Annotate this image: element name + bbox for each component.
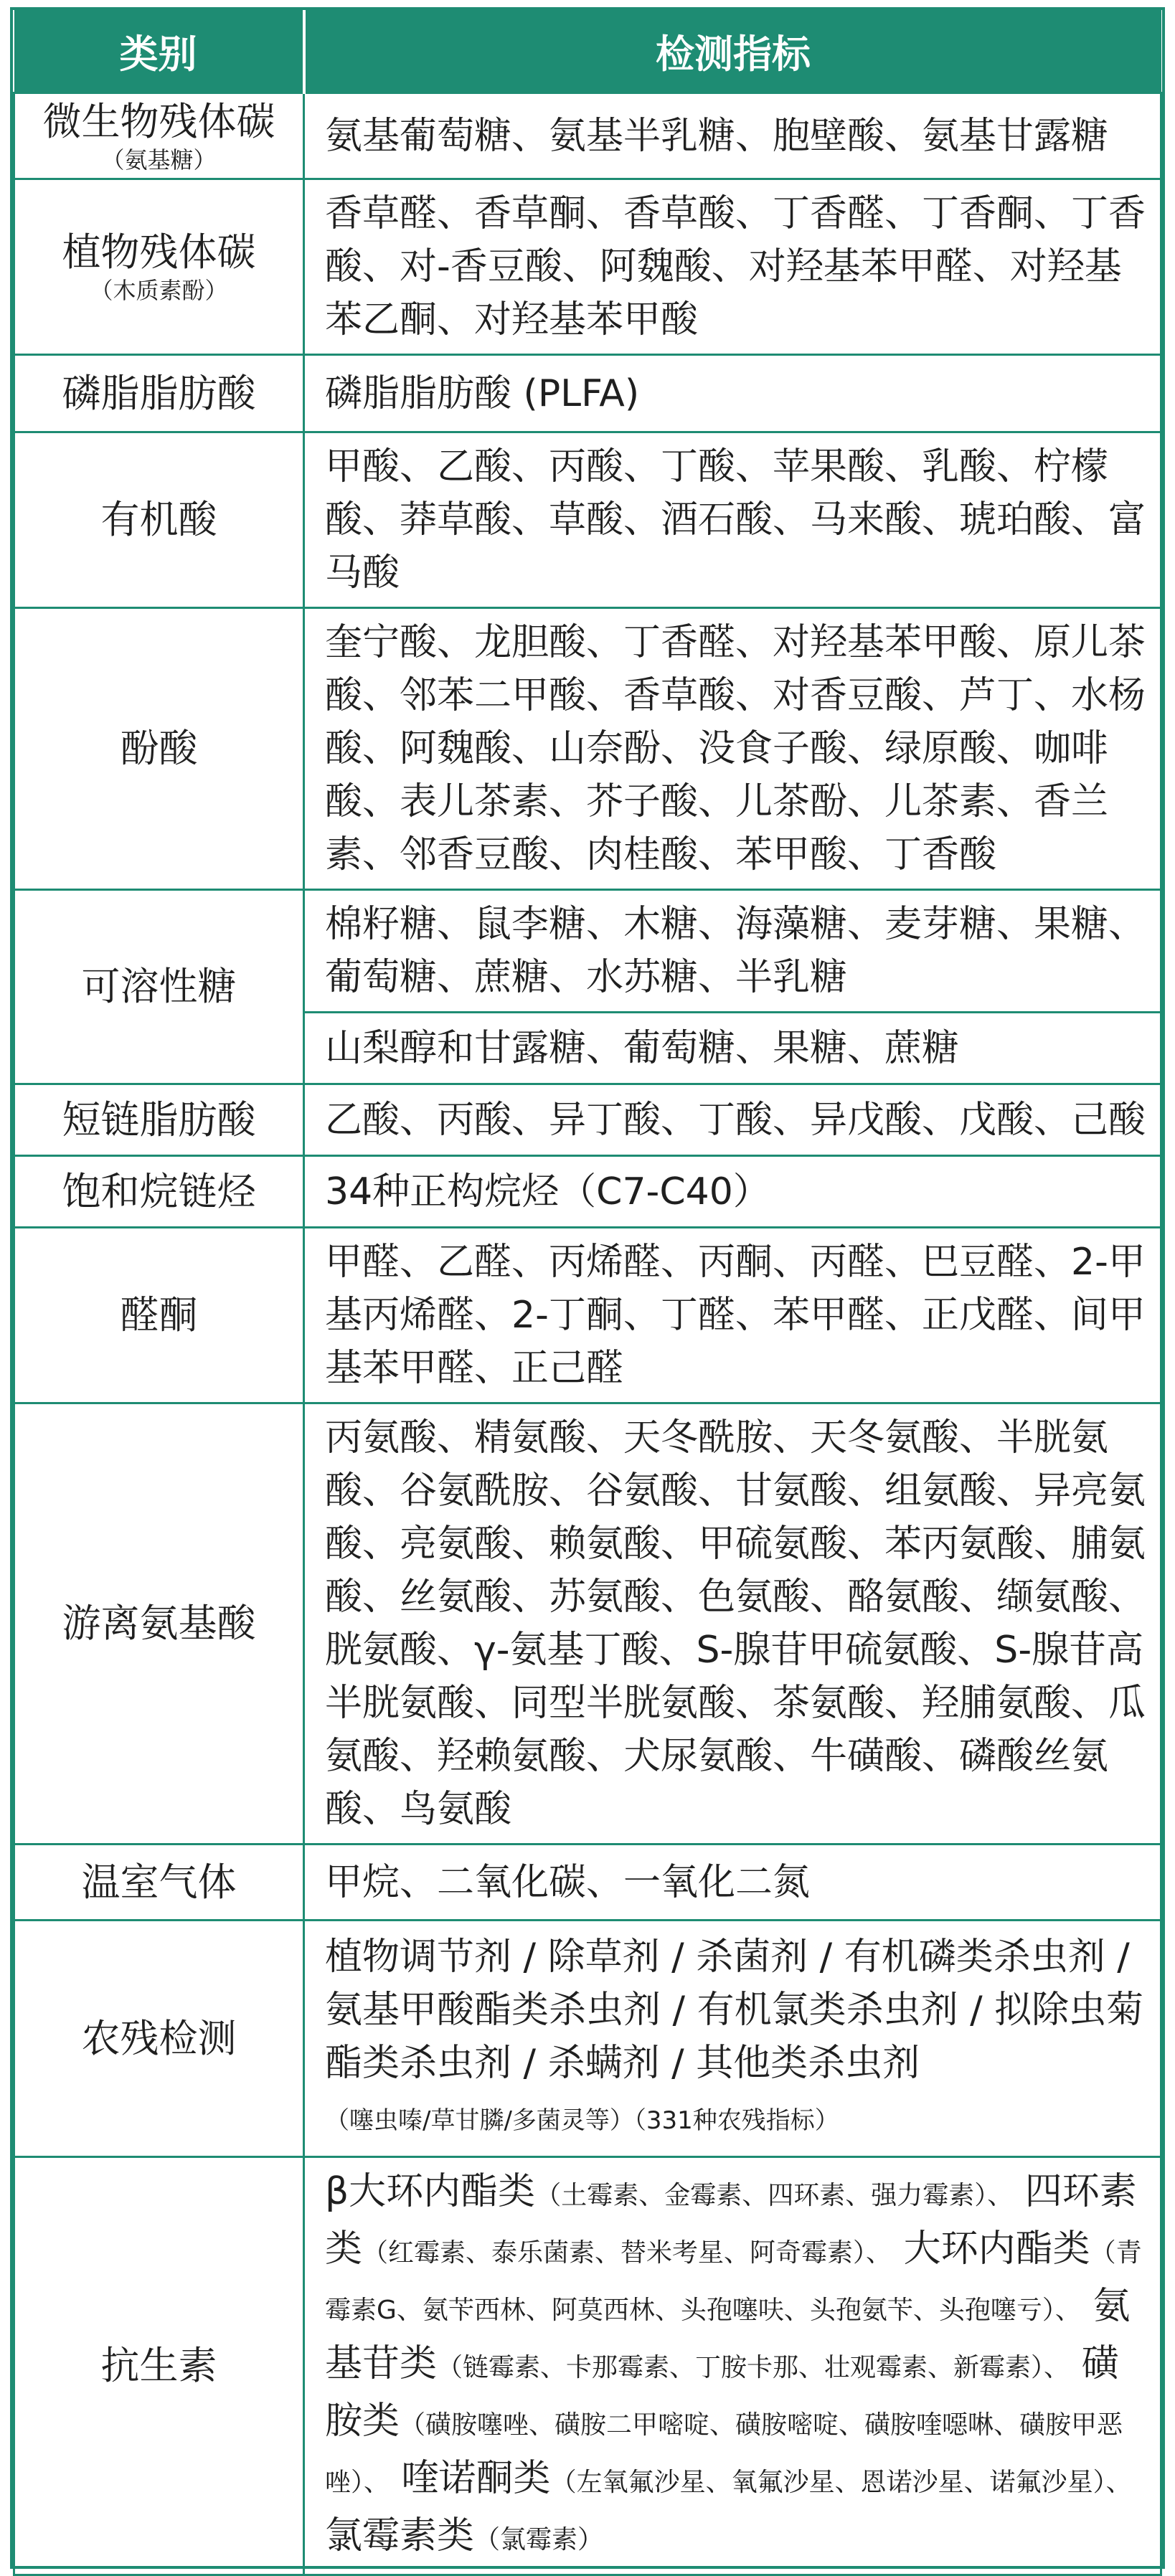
antibiotic-group: β大环内酯类 — [325, 2170, 536, 2213]
pesticide-note: （噻虫嗪/草甘膦/多菌灵等）（331种农残指标） — [325, 2106, 839, 2135]
indicator-cell: 氨基葡萄糖、氨基半乳糖、胞壁酸、氨基甘露糖 — [304, 93, 1161, 179]
category-cell: 游离氨基酸 — [14, 1403, 304, 1845]
category-cell: 温室气体 — [14, 1845, 304, 1921]
category-sublabel: （木质素酚） — [90, 277, 228, 304]
category-label: 微生物残体碳 — [42, 98, 275, 144]
category-cell: 酚酸 — [14, 608, 304, 890]
antibiotic-detail: （链霉素、卡那霉素、丁胺卡那、壮观霉素、新霉素）、 — [437, 2353, 1070, 2382]
table-row — [14, 1921, 1161, 2157]
table-row — [14, 1845, 1161, 1921]
category-cell: 抗生素 — [14, 2157, 304, 2575]
indicator-cell: 乙酸、丙酸、异丁酸、丁酸、异戊酸、戊酸、己酸 — [304, 1084, 1161, 1156]
table-row — [14, 1228, 1161, 1403]
indicator-cell: 山梨醇和甘露糖、葡萄糖、果糖、蔗糖 — [304, 1013, 1161, 1084]
antibiotic-group: 氯霉素类 — [325, 2514, 475, 2557]
antibiotic-group: 磺胺类 — [325, 2342, 1119, 2443]
category-cell: 可溶性糖 — [14, 890, 304, 1084]
table-row — [14, 2157, 1161, 2575]
header-category: 类别 — [14, 10, 304, 93]
antibiotic-group: 喹诺酮类 — [401, 2457, 551, 2500]
table-row — [14, 1403, 1161, 1845]
table-header-row — [14, 10, 1161, 93]
indicator-cell: 甲酸、乙酸、丙酸、丁酸、苹果酸、乳酸、柠檬酸、莽草酸、草酸、酒石酸、马来酸、琥珀酸、富马酸 — [304, 432, 1161, 608]
table-row — [14, 1156, 1161, 1228]
indicator-table-frame — [10, 7, 1165, 2569]
table-row — [14, 355, 1161, 432]
indicator-cell — [304, 1921, 1161, 2157]
category-label: 植物残体碳 — [62, 229, 256, 275]
antibiotic-group: 四环素类 — [325, 2170, 1137, 2270]
indicator-cell: 丙氨酸、精氨酸、天冬酰胺、天冬氨酸、半胱氨酸、谷氨酰胺、谷氨酸、甘氨酸、组氨酸、异亮氨酸、亮氨酸、赖氨酸、甲硫氨酸、苯丙氨酸、脯氨酸、丝氨酸、苏氨酸、色氨酸、酪氨酸、缬氨酸、胱氨酸、γ-氨基丁酸、S-腺苷甲硫氨酸、S-腺苷高半胱氨酸、同型半胱氨酸、茶氨酸、羟脯氨酸、瓜氨酸、羟赖氨酸、犬尿氨酸、牛磺酸、磷酸丝氨酸、鸟氨酸 — [304, 1403, 1161, 1845]
indicator-cell: 甲醛、乙醛、丙烯醛、丙酮、丙醛、巴豆醛、2-甲基丙烯醛、2-丁酮、丁醛、苯甲醛、正戊醛、间甲基苯甲醛、正己醛 — [304, 1228, 1161, 1403]
indicator-cell — [304, 2157, 1161, 2575]
pesticide-classes: 植物调节剂 / 除草剂 / 杀菌剂 / 有机磷类杀虫剂 / 氨基甲酸酯类杀虫剂 / 有机氯类杀虫剂 / 拟除虫菊酯类杀虫剂 / 杀螨剂 / 其他类杀虫剂 — [325, 1935, 1144, 2085]
indicator-cell: 奎宁酸、龙胆酸、丁香醛、对羟基苯甲酸、原儿茶酸、邻苯二甲酸、香草酸、对香豆酸、芦丁、水杨酸、阿魏酸、山奈酚、没食子酸、绿原酸、咖啡酸、表儿茶素、芥子酸、儿茶酚、儿茶素、香兰素、邻香豆酸、肉桂酸、苯甲酸、丁香酸 — [304, 608, 1161, 890]
category-cell: 磷脂脂肪酸 — [14, 355, 304, 432]
antibiotic-detail: （磺胺噻唑、磺胺二甲嘧啶、磺胺嘧啶、磺胺喹噁啉、磺胺甲恶唑）、 — [325, 2410, 1123, 2497]
category-cell: 有机酸 — [14, 432, 304, 608]
indicator-cell: 34种正构烷烃（C7-C40） — [304, 1156, 1161, 1228]
table-row — [14, 179, 1161, 355]
antibiotic-detail: （土霉素、金霉素、四环素、强力霉素）、 — [535, 2181, 1014, 2210]
antibiotic-detail: （青霉素G、氨苄西林、阿莫西林、头孢噻呋、头孢氨苄、头孢噻亏）、 — [325, 2238, 1142, 2325]
antibiotic-detail: （红霉素、泰乐菌素、替米考星、阿奇霉素）、 — [362, 2238, 892, 2268]
category-cell: 饱和烷链烃 — [14, 1156, 304, 1228]
antibiotic-group: 大环内酯类 — [903, 2227, 1090, 2270]
indicator-cell: 香草醛、香草酮、香草酸、丁香醛、丁香酮、丁香酸、对-香豆酸、阿魏酸、对羟基苯甲醛、对羟基苯乙酮、对羟基苯甲酸 — [304, 179, 1161, 355]
category-cell: 农残检测 — [14, 1921, 304, 2157]
table-row — [14, 93, 1161, 179]
category-cell: 醛酮 — [14, 1228, 304, 1403]
antibiotic-detail: （左氧氟沙星、氧氟沙星、恩诺沙星、诺氟沙星）、 — [550, 2468, 1132, 2497]
category-cell — [14, 179, 304, 355]
table-row — [14, 608, 1161, 890]
indicator-cell: 磷脂脂肪酸 (PLFA) — [304, 355, 1161, 432]
table-row — [14, 1084, 1161, 1156]
antibiotic-group: 氨基苷类 — [325, 2285, 1131, 2385]
table-row — [14, 432, 1161, 608]
category-sublabel: （氨基糖） — [101, 146, 217, 174]
indicator-table — [13, 10, 1162, 2576]
antibiotic-detail: （氯霉素） — [474, 2525, 604, 2554]
category-cell: 短链脂肪酸 — [14, 1084, 304, 1156]
indicator-cell: 甲烷、二氧化碳、一氧化二氮 — [304, 1845, 1161, 1921]
category-cell — [14, 93, 304, 179]
indicator-cell: 棉籽糖、鼠李糖、木糖、海藻糖、麦芽糖、果糖、葡萄糖、蔗糖、水苏糖、半乳糖 — [304, 890, 1161, 1013]
header-indicators: 检测指标 — [304, 10, 1161, 93]
table-row — [14, 890, 1161, 1013]
